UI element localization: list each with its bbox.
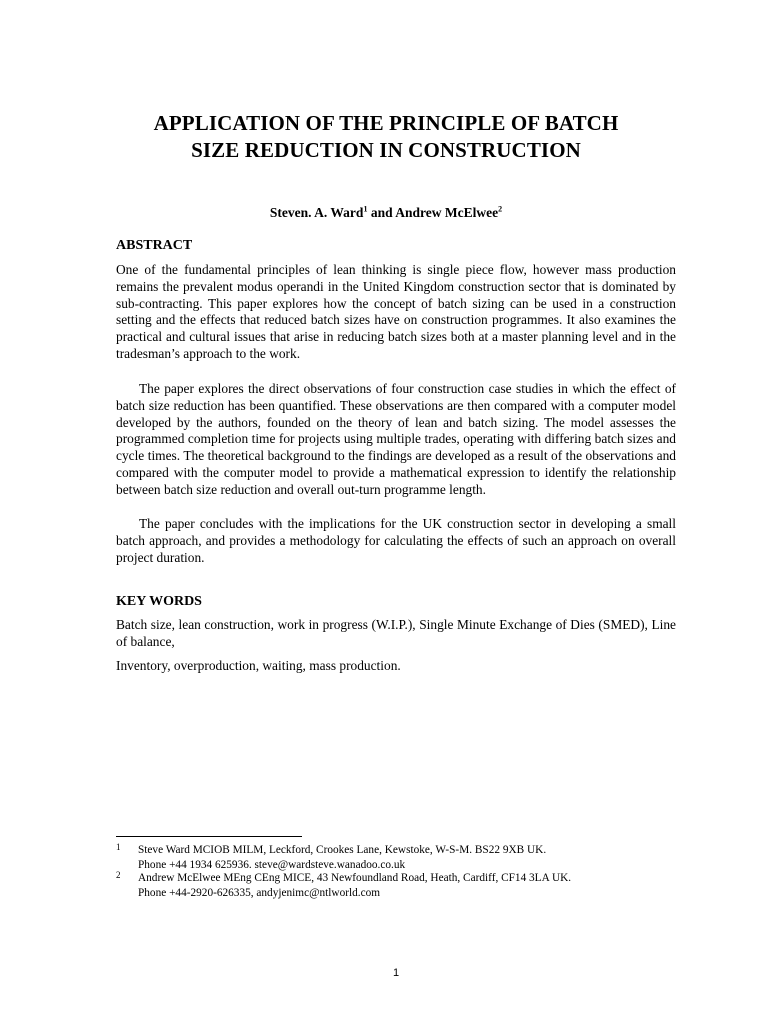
keywords-line-2: Inventory, overproduction, waiting, mass production.: [116, 658, 401, 673]
author-1-footnote-mark: 1: [363, 204, 368, 214]
footnote-1-line-1: Steve Ward MCIOB MILM, Leckford, Crookes Lane, Kewstoke, W-S-M. BS22 9XB UK.: [138, 844, 547, 856]
page-number: 1: [392, 967, 400, 979]
author-list: [116, 205, 656, 221]
title-line-1: APPLICATION OF THE PRINCIPLE OF BATCH: [153, 111, 619, 135]
footnote-separator: [116, 836, 302, 837]
footnote-2-text: [138, 871, 668, 900]
author-1-name: Steven. A. Ward: [269, 205, 364, 220]
footnote-2-line-1: Andrew McElwee MEng CEng MICE, 43 Newfoundland Road, Heath, Cardiff, CF14 3LA UK.: [138, 872, 572, 884]
keywords-heading: KEY WORDS: [116, 594, 202, 609]
footnote-1-text: [138, 843, 668, 872]
footnote-1-line-2: Phone +44 1934 625936. steve@wardsteve.wanadoo.co.uk: [138, 858, 406, 871]
footnote-2-mark: 2: [116, 870, 121, 880]
footnote-1-mark: 1: [116, 842, 121, 852]
paper-title: [116, 110, 656, 164]
abstract-heading: ABSTRACT: [116, 238, 193, 253]
author-2-footnote-mark: 2: [498, 204, 503, 214]
author-2-name: Andrew McElwee: [395, 205, 499, 220]
author-conjunction: and: [367, 205, 396, 220]
footnote-2-line-2: Phone +44-2920-626335, andyjenimc@ntlworld.com: [138, 886, 381, 899]
keywords-line-1: Batch size, lean construction, work in progress (W.I.P.), Single Minute Exchange of Dies (SMED), Line of balance,: [116, 617, 676, 649]
abstract-paragraph-3: The paper concludes with the implications for the UK construction sector in developing a small batch approach, and provides a methodology for calculating the effects of such an approach on overall project duration.: [116, 516, 676, 565]
abstract-paragraph-1: One of the fundamental principles of lean thinking is single piece flow, however mass production remains the prevalent modus operandi in the United Kingdom construction sector that is dominated by sub-contracting. This paper explores how the concept of batch sizing can be used in a construction setting and the effects that reduced batch sizes have on construction programmes. It also examines the practical and cultural issues that arise in reducing batch sizes both at a master planning level and in the tradesman’s approach to the work.: [116, 262, 676, 361]
abstract-paragraph-2: The paper explores the direct observations of four construction case studies in which the effect of batch size reduction has been quantified. These observations are then compared with a computer model developed by the authors, founded on the theory of lean and batch sizing. The model assesses the programmed completion time for projects using multiple trades, operating with differing batch sizes and cycle times. The theoretical background to the findings are developed as a result of the observations and compared with the computer model to provide a mathematical expression to identify the relationship between batch size reduction and overall out-turn programme length.: [116, 381, 676, 497]
title-line-2: SIZE REDUCTION IN CONSTRUCTION: [191, 138, 581, 162]
